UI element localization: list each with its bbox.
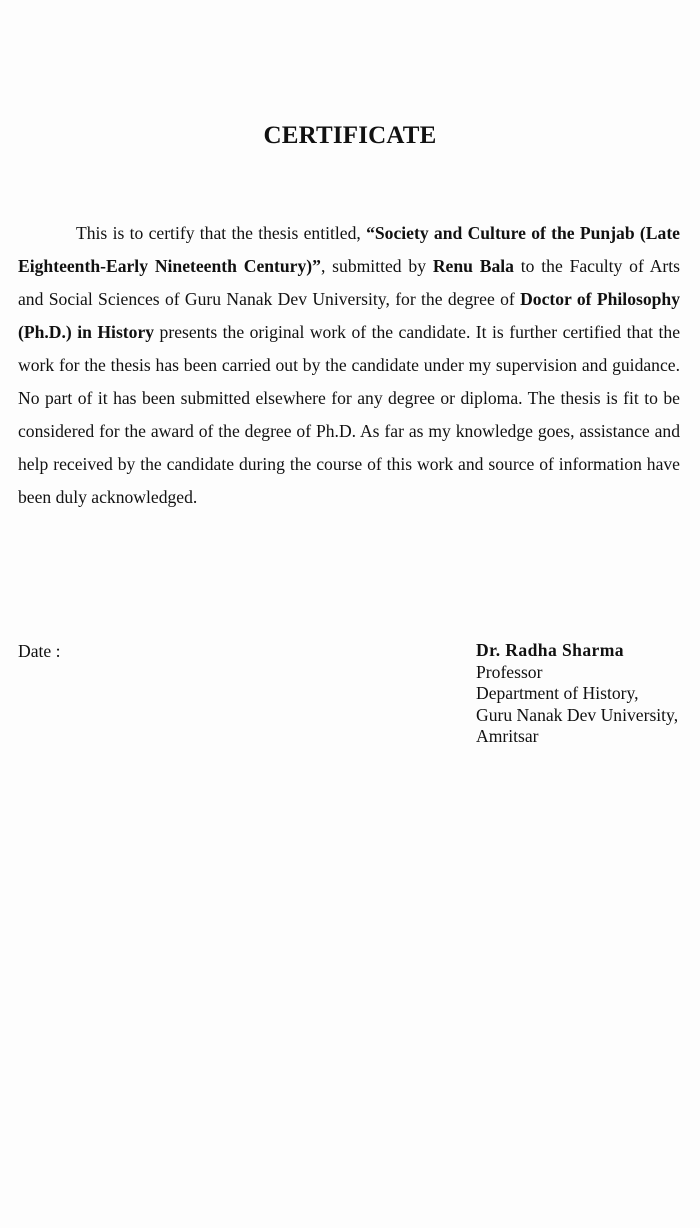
signatory-designation: Professor — [476, 661, 543, 682]
page-title: CERTIFICATE — [263, 122, 437, 149]
date-label: Date : — [18, 641, 61, 661]
signatory-university: Guru Nanak Dev University, — [476, 704, 679, 725]
degree-name: Doctor of Philosophy (Ph.D.) in History — [18, 289, 680, 342]
candidate-name: Renu Bala — [432, 256, 514, 276]
body-after-candidate: to the Faculty of Arts and Social Sciences of Guru Nanak Dev University, for the degree of — [18, 256, 680, 309]
thesis-title: “Society and Culture of the Punjab (Late Eighteenth-Early Nineteenth Century)” — [18, 223, 680, 276]
body-after-title: , submitted by — [320, 256, 433, 276]
signature-block — [476, 640, 700, 748]
certificate-body — [18, 217, 680, 514]
signatory-name: Dr. Radha Sharma — [476, 640, 624, 660]
signatory-department: Department of History, — [476, 683, 639, 703]
signatory-city: Amritsar — [476, 726, 539, 746]
body-intro: This is to certify that the thesis entitled, — [76, 223, 367, 243]
body-rest: presents the original work of the candidate. It is further certified that the work for the thesis has been carried out by the candidate under my supervision and guidance. No part of it has been submitted elsewhere for any degree or diploma. The thesis is fit to be considered for the award of the degree of Ph.D. As far as my knowledge goes, assistance and help received by the candidate during the course of this work and source of information have been duly acknowledged. — [18, 322, 680, 507]
